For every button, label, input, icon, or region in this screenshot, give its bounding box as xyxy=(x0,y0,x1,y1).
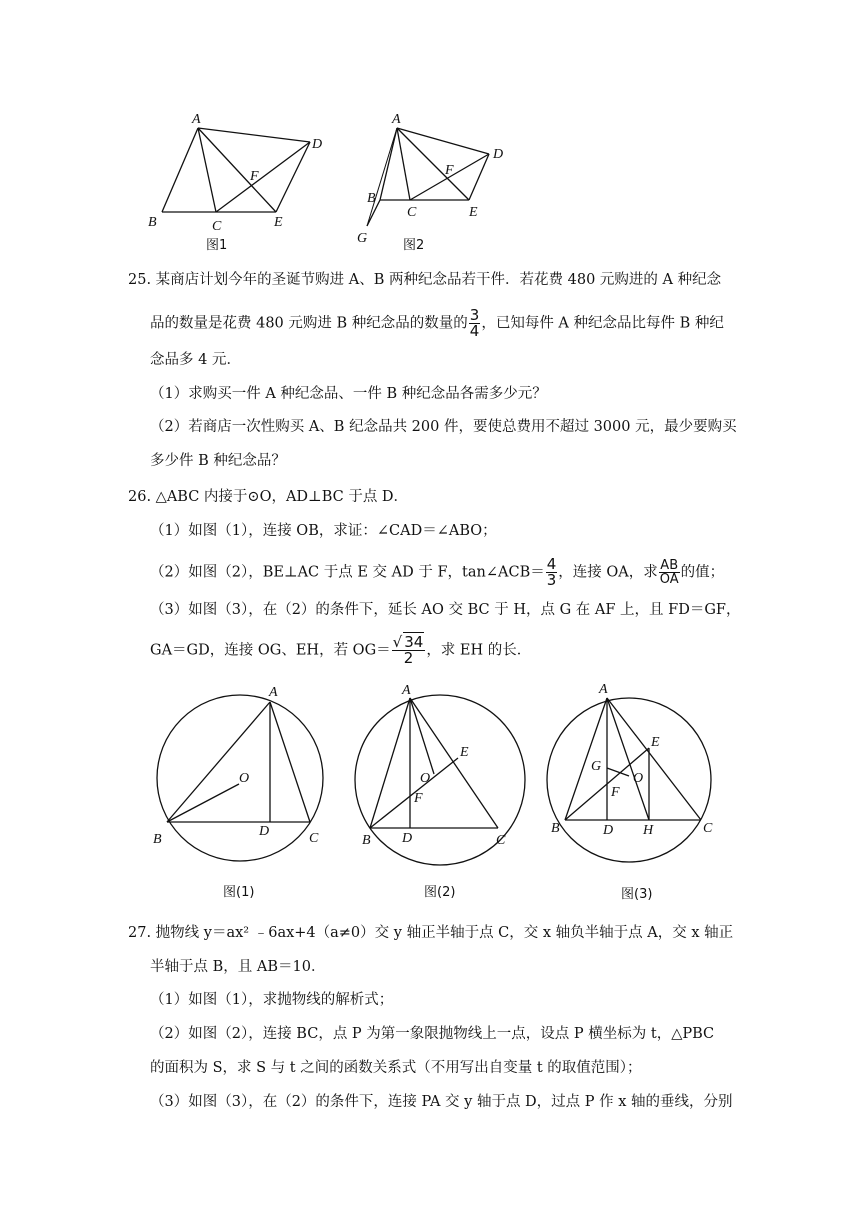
q25-sub-2b: 多少件 B 种纪念品？ xyxy=(150,453,286,469)
label-g: G xyxy=(357,231,368,246)
q27-sub-1: （1）如图（1），求抛物线的解析式； xyxy=(150,992,394,1008)
q25-number: 25. xyxy=(128,272,152,288)
q25-sub-2a: （2）若商店一次性购买 A、B 纪念品共 200 件，要使总费用不超过 3000 元，最少要购买 xyxy=(150,419,737,435)
q26-sub-3a: （3）如图（3），在（2）的条件下，延长 AO 交 BC 于 H，点 G 在 AF 上，且 FD＝GF， xyxy=(150,602,741,618)
q26-sub-2b: ，连接 OA，求 xyxy=(558,564,658,581)
figure-q26-1-caption: 图(1) xyxy=(223,885,255,900)
q27-number: 27. xyxy=(128,925,152,941)
label-d: D xyxy=(493,147,504,162)
q26-og-fraction: $\frac{√ 34}{2}$ xyxy=(392,633,424,667)
q27-line-2: 半轴于点 B，且 AB＝10． xyxy=(150,959,326,975)
label-c: C xyxy=(309,831,319,846)
label-g: G xyxy=(591,759,602,774)
figure-q26-1 xyxy=(145,680,335,910)
q25-line-2a: 品的数量是花费 480 元购进 B 种纪念品的数量的 xyxy=(150,315,468,332)
label-e: E xyxy=(469,205,478,220)
label-a: A xyxy=(392,112,401,127)
label-h: H xyxy=(643,823,654,838)
label-d: D xyxy=(259,824,270,839)
q26-ratio-fraction: $\frac{AB}{OA}$ xyxy=(659,558,679,587)
label-b: B xyxy=(148,215,157,230)
label-d: D xyxy=(402,831,413,846)
q27-sub-2b: 的面积为 S，求 S 与 t 之间的函数关系式（不用写出自变量 t 的取值范围）； xyxy=(150,1060,642,1076)
figure-q26-2 xyxy=(350,680,530,910)
figure-q26-3 xyxy=(545,680,725,910)
q26-sub-2a: （2）如图（2），BE⊥AC 于点 E 交 AD 于 F，tan∠ACB＝ xyxy=(150,564,545,581)
figure-2 xyxy=(355,108,535,258)
figure-1-drawing xyxy=(140,108,340,258)
label-a: A xyxy=(192,112,201,127)
label-o: O xyxy=(633,771,644,786)
label-o: O xyxy=(420,771,431,786)
figure-q26-2-caption: 图(2) xyxy=(424,885,456,900)
q25-line-2b: ，已知每件 A 种纪念品比每件 B 种纪 xyxy=(481,315,724,332)
figure-1-caption: 图1 xyxy=(206,238,228,253)
label-c: C xyxy=(703,821,713,836)
label-e: E xyxy=(651,735,660,750)
label-e: E xyxy=(460,745,469,760)
q25-fraction: $\frac{3}{4}$ xyxy=(469,306,480,340)
q26-tan-fraction: $\frac{4}{3}$ xyxy=(546,555,557,589)
label-b: B xyxy=(362,833,371,848)
label-f: F xyxy=(611,785,620,800)
label-c: C xyxy=(407,205,417,220)
label-f: F xyxy=(414,791,423,806)
q25-sub-1: （1）求购买一件 A 种纪念品、一件 B 种纪念品各需多少元？ xyxy=(150,386,547,402)
label-a: A xyxy=(402,683,411,698)
label-o: O xyxy=(239,771,250,786)
q26-sub-2c: 的值； xyxy=(680,564,725,581)
label-c: C xyxy=(496,833,506,848)
q27-line-1: 抛物线 y＝ax² ﹣6ax+4（a≠0）交 y 轴正半轴于点 C，交 x 轴负半轴于点 A，交 x 轴正 xyxy=(155,925,734,941)
figure-2-drawing xyxy=(355,108,535,258)
q25-line-3: 念品多 4 元． xyxy=(150,352,241,368)
label-f: F xyxy=(250,169,259,184)
figure-1 xyxy=(140,108,340,258)
q26-number: 26. xyxy=(128,489,152,505)
q26-sub-3b: GA＝GD，连接 OG、EH，若 OG＝ xyxy=(150,642,391,659)
q26-line-1: △ABC 内接于⊙O，AD⊥BC 于点 D． xyxy=(155,489,409,505)
q26-sub-1: （1）如图（1），连接 OB，求证：∠CAD＝∠ABO； xyxy=(150,523,497,539)
figure-q26-3-caption: 图(3) xyxy=(621,887,653,902)
figure-q26-3-drawing xyxy=(545,680,725,910)
figure-2-caption: 图2 xyxy=(403,238,425,253)
figure-q26-1-drawing xyxy=(145,680,335,910)
label-e: E xyxy=(274,215,283,230)
label-b: B xyxy=(153,832,162,847)
label-b: B xyxy=(367,191,376,206)
label-a: A xyxy=(269,685,278,700)
q25-line-1: 某商店计划今年的圣诞节购进 A、B 两种纪念品若干件．若花费 480 元购进的 A 种纪念 xyxy=(155,272,722,288)
q26-sub-3c: ，求 EH 的长． xyxy=(426,642,532,659)
figure-q26-2-drawing xyxy=(350,680,530,910)
q27-sub-3: （3）如图（3），在（2）的条件下，连接 PA 交 y 轴于点 D，过点 P 作 x 轴的垂线，分别 xyxy=(150,1094,733,1110)
label-f: F xyxy=(445,163,454,178)
label-d: D xyxy=(312,137,323,152)
label-a: A xyxy=(599,682,608,697)
q27-sub-2a: （2）如图（2），连接 BC，点 P 为第一象限抛物线上一点，设点 P 横坐标为 t，△PBC xyxy=(150,1026,715,1042)
label-b: B xyxy=(551,821,560,836)
label-c: C xyxy=(212,219,222,234)
label-d: D xyxy=(603,823,614,838)
